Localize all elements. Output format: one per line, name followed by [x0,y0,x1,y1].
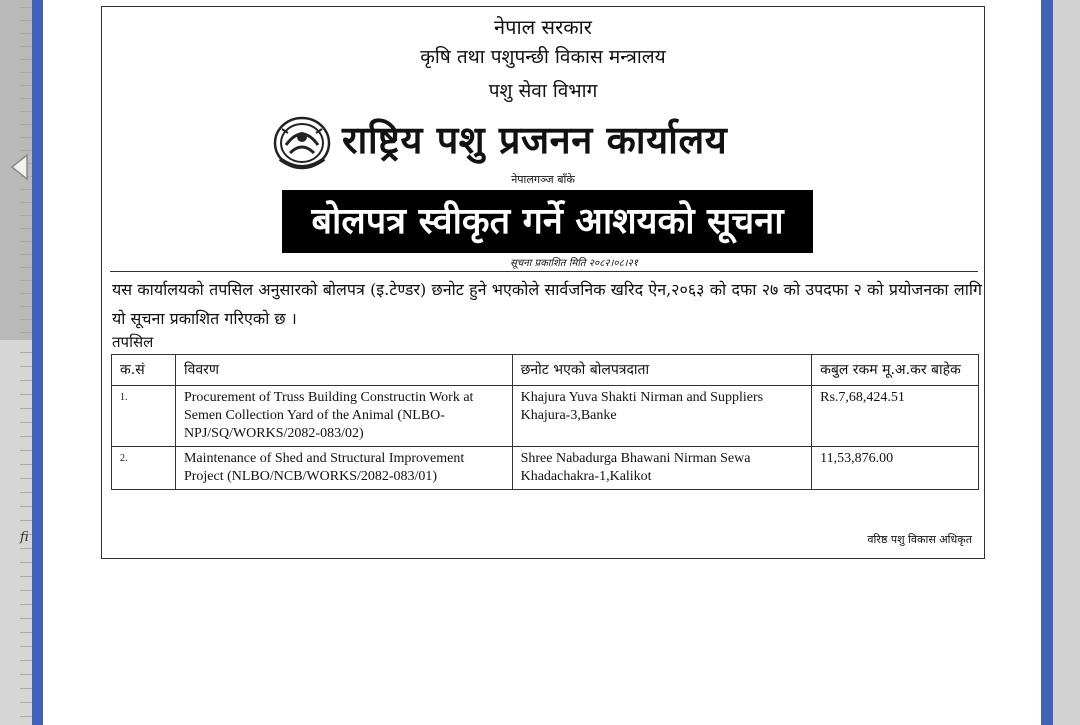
nepal-emblem-icon [272,115,332,171]
header-bidder: छनोट भएको बोलपत्रदाता [512,355,812,386]
notice-body: यस कार्यालयको तपसिल अनुसारको बोलपत्र (इ.टेण्डर) छनोट हुने भएकोले सार्वजनिक खरिद ऐन,२०६३ को दफा २७ को उपदफा २ को प्रयोजनका लागि यो सूचना प्रकाशित गरिएको छ । [112,280,982,328]
row-bidder: Khajura Yuva Shakti Nirman and Suppliers Khajura-3,Banke [512,386,812,447]
row-amount: 11,53,876.00 [812,447,979,490]
office-name: राष्ट्रिय पशु प्रजनन कार्यालय [342,117,728,162]
viewer-right-border [1041,0,1053,725]
ministry-name: कृषि तथा पशुपन्छी विकास मन्त्रालय [420,46,666,68]
sidebar-letter: fi [20,530,29,545]
row-serial: 1. [112,386,176,447]
header-amount: कबुल रकम मू.अ.कर बाहेक [812,355,979,386]
table-row [112,386,979,447]
published-date: सूचना प्रकाशित मिति २०८२।०८।२१ [510,258,638,269]
signature-title: वरिष्ठ पशु विकास अधिकृत [867,533,972,546]
government-name: नेपाल सरकार [494,15,592,39]
viewer-left-border [32,0,43,725]
section-label: तपसिल [112,333,154,351]
row-serial: 2. [112,447,176,490]
row-description: Procurement of Truss Building Constructin Work at Semen Collection Yard of the Animal (NLBO-NPJ/SQ/WORKS/2082-083/02) [175,386,512,447]
right-gutter [1053,0,1080,725]
row-description: Maintenance of Shed and Structural Improvement Project (NLBO/NCB/WORKS/2082-083/01) [175,447,512,490]
row-amount: Rs.7,68,424.51 [812,386,979,447]
office-header [272,111,792,171]
row-bidder: Shree Nabadurga Bhawani Nirman Sewa Khadachakra-1,Kalikot [512,447,812,490]
department-name: पशु सेवा विभाग [488,80,598,102]
header-description: विवरण [175,355,512,386]
left-sidebar [0,0,32,725]
notice-title: बोलपत्र स्वीकृत गर्ने आशयको सूचना [282,190,813,253]
header-serial: क.सं [112,355,176,386]
table-header-row [112,355,979,386]
bid-table [111,354,979,490]
table-row [112,447,979,490]
tender-notice [101,6,985,559]
divider [110,271,978,272]
chevron-left-icon[interactable] [6,150,34,184]
office-location: नेपालगञ्ज बाँके [511,173,575,186]
